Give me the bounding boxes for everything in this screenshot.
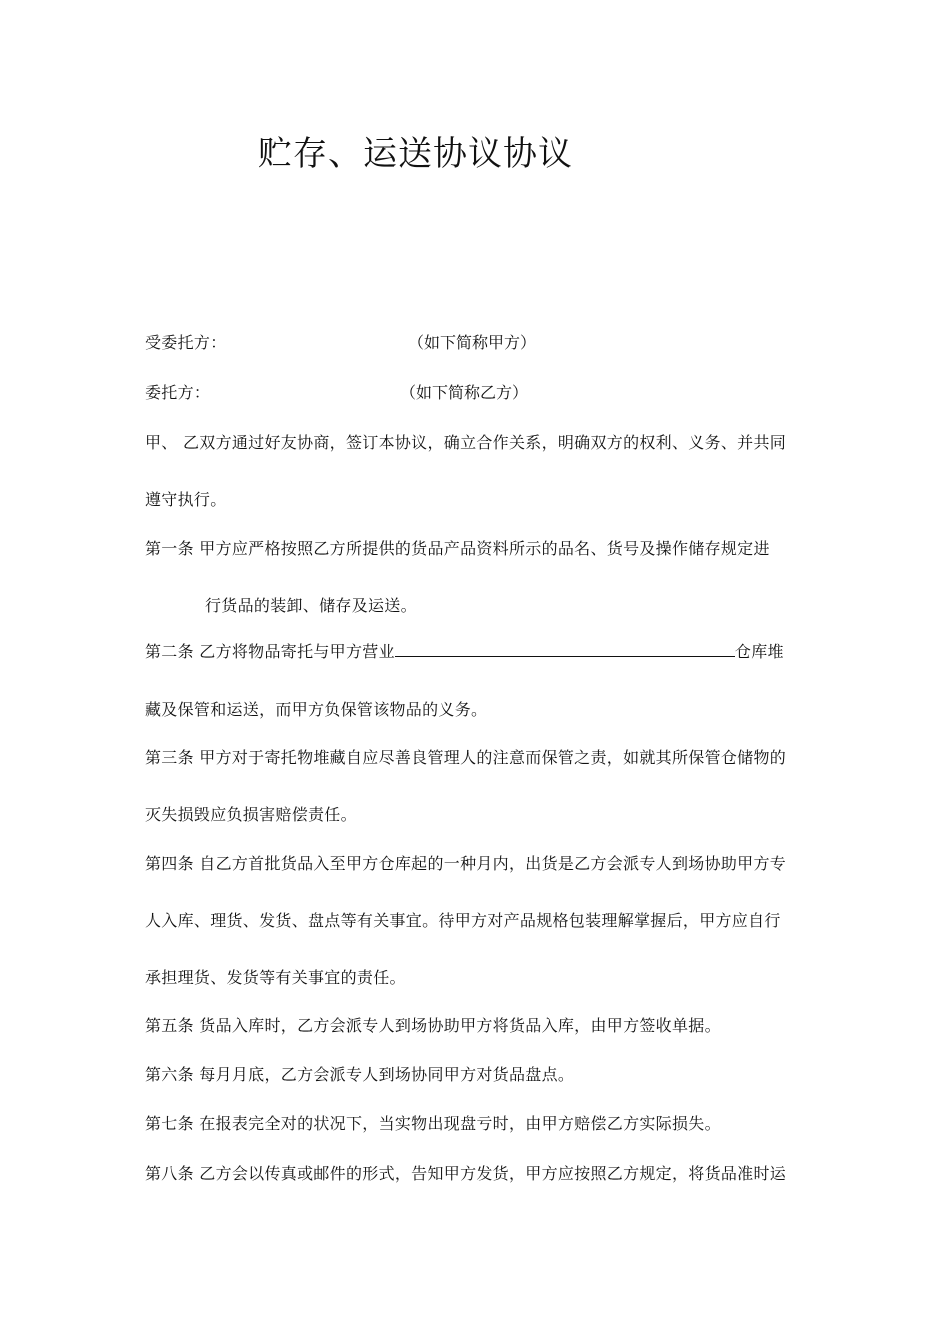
warehouse-blank-field: [395, 642, 735, 657]
article-2-prefix: 第二条 乙方将物品寄托与甲方营业: [145, 642, 395, 661]
article-6: 第六条 每月月底，乙方会派专人到场协同甲方对货品盘点。: [145, 1065, 575, 1084]
party-b-label: 委托方：: [145, 383, 211, 402]
article-1-line-2: 行货品的装卸、储存及运送。: [205, 596, 417, 615]
party-a-note: （如下简称甲方）: [408, 333, 537, 352]
article-7: 第七条 在报表完全对的状况下，当实物出现盘亏时，由甲方赔偿乙方实际损失。: [145, 1114, 721, 1133]
article-4-line-2: 人入库、理货、发货、盘点等有关事宜。待甲方对产品规格包装理解掌握后，甲方应自行: [145, 911, 781, 930]
article-4-line-1: 第四条 自乙方首批货品入至甲方仓库起的一种月内，出货是乙方会派专人到场协助甲方专: [145, 854, 787, 873]
article-3-line-1: 第三条 甲方对于寄托物堆藏自应尽善良管理人的注意而保管之责，如就其所保管仓储物的: [145, 748, 787, 767]
intro-line-2: 遵守执行。: [145, 490, 227, 509]
article-1-line-1: 第一条 甲方应严格按照乙方所提供的货品产品资料所示的品名、货号及操作储存规定进: [145, 539, 770, 558]
article-2-line-2: 藏及保管和运送，而甲方负保管该物品的义务。: [145, 700, 488, 719]
article-2-line-1: [145, 639, 810, 662]
document-title: 贮存、运送协议协议: [258, 134, 573, 174]
article-8-line-1: 第八条 乙方会以传真或邮件的形式，告知甲方发货，甲方应按照乙方规定，将货品准时运: [145, 1164, 787, 1183]
article-4-line-3: 承担理货、发货等有关事宜的责任。: [145, 968, 406, 987]
intro-line-1: 甲、 乙双方通过好友协商，签订本协议，确立合作关系，明确双方的权利、义务、并共同: [145, 433, 787, 452]
party-b-note: （如下简称乙方）: [400, 383, 529, 402]
article-5: 第五条 货品入库时，乙方会派专人到场协助甲方将货品入库，由甲方签收单据。: [145, 1016, 721, 1035]
article-3-line-2: 灭失损毁应负损害赔偿责任。: [145, 805, 357, 824]
party-a-label: 受委托方：: [145, 333, 227, 352]
article-2-suffix: 仓库堆: [734, 642, 784, 661]
